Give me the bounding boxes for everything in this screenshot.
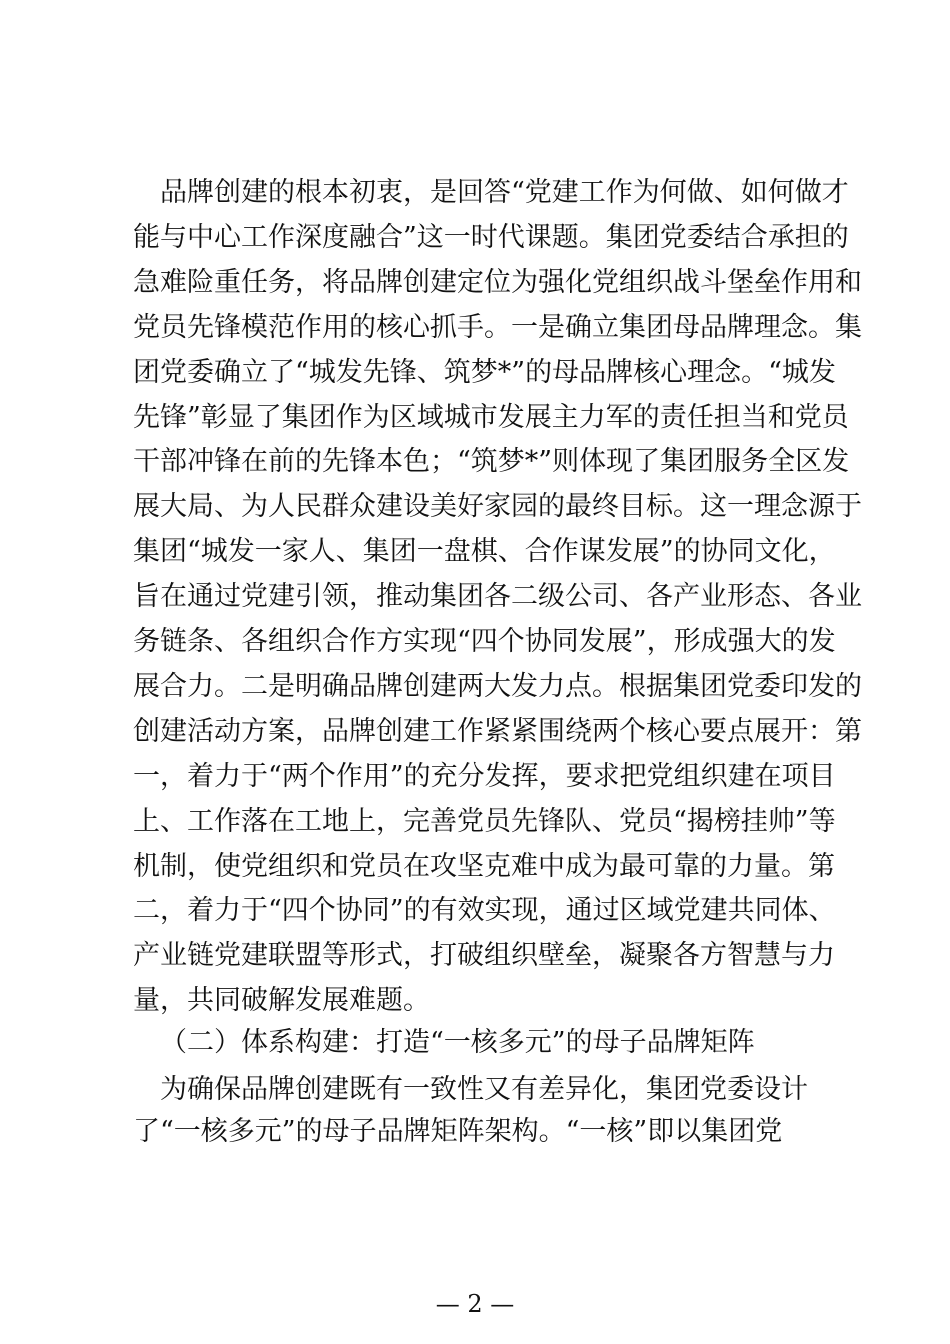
text-line: 创建活动方案，品牌创建工作紧紧围绕两个核心要点展开：第 [133,715,862,747]
text-line: 二，着力于“四个协同”的有效实现，通过区域党建共同体、 [133,895,836,927]
text-line: 了“一核多元”的母子品牌矩阵架构。“一核”即以集团党 [133,1116,783,1147]
text-line: 先锋”彰显了集团作为区域城市发展主力军的责任担当和党员 [133,401,849,433]
text-line: 上、工作落在工地上，完善党员先锋队、党员“揭榜挂帅”等 [133,805,836,837]
text-line: 团党委确立了“城发先锋、筑梦*”的母品牌核心理念。“城发 [133,356,836,388]
text-line: 急难险重任务，将品牌创建定位为强化党组织战斗堡垒作用和 [133,266,862,298]
text-line: 一，着力于“两个作用”的充分发挥，要求把党组织建在项目 [133,760,836,792]
page-number: — 2 — [435,1290,515,1318]
text-line: 展大局、为人民群众建设美好家园的最终目标。这一理念源于 [133,491,862,523]
section-heading: （二）体系构建：打造“一核多元”的母子品牌矩阵 [160,1027,755,1058]
text-line: 产业链党建联盟等形式，打破组织壁垒，凝聚各方智慧与力 [133,940,835,972]
text-line: 集团“城发一家人、集团一盘棋、合作谋发展”的协同文化， [133,536,836,568]
text-line: 党员先锋模范作用的核心抓手。一是确立集团母品牌理念。集 [133,311,862,343]
text-line: 为确保品牌创建既有一致性又有差异化，集团党委设计 [160,1074,808,1105]
text-line: 品牌创建的根本初衷，是回答“党建工作为何做、如何做才 [160,177,849,208]
text-line: 量，共同破解发展难题。 [133,985,430,1017]
text-line: 干部冲锋在前的先锋本色；“筑梦*”则体现了集团服务全区发 [133,446,850,478]
text-line: 机制，使党组织和党员在攻坚克难中成为最可靠的力量。第 [133,850,835,882]
text-line: 旨在通过党建引领，推动集团各二级公司、各产业形态、各业 [133,581,862,613]
text-line: 能与中心工作深度融合”这一时代课题。集团党委结合承担的 [133,221,849,253]
text-line: 展合力。二是明确品牌创建两大发力点。根据集团党委印发的 [133,670,862,702]
text-line: 务链条、各组织合作方实现“四个协同发展”，形成强大的发 [133,626,836,657]
